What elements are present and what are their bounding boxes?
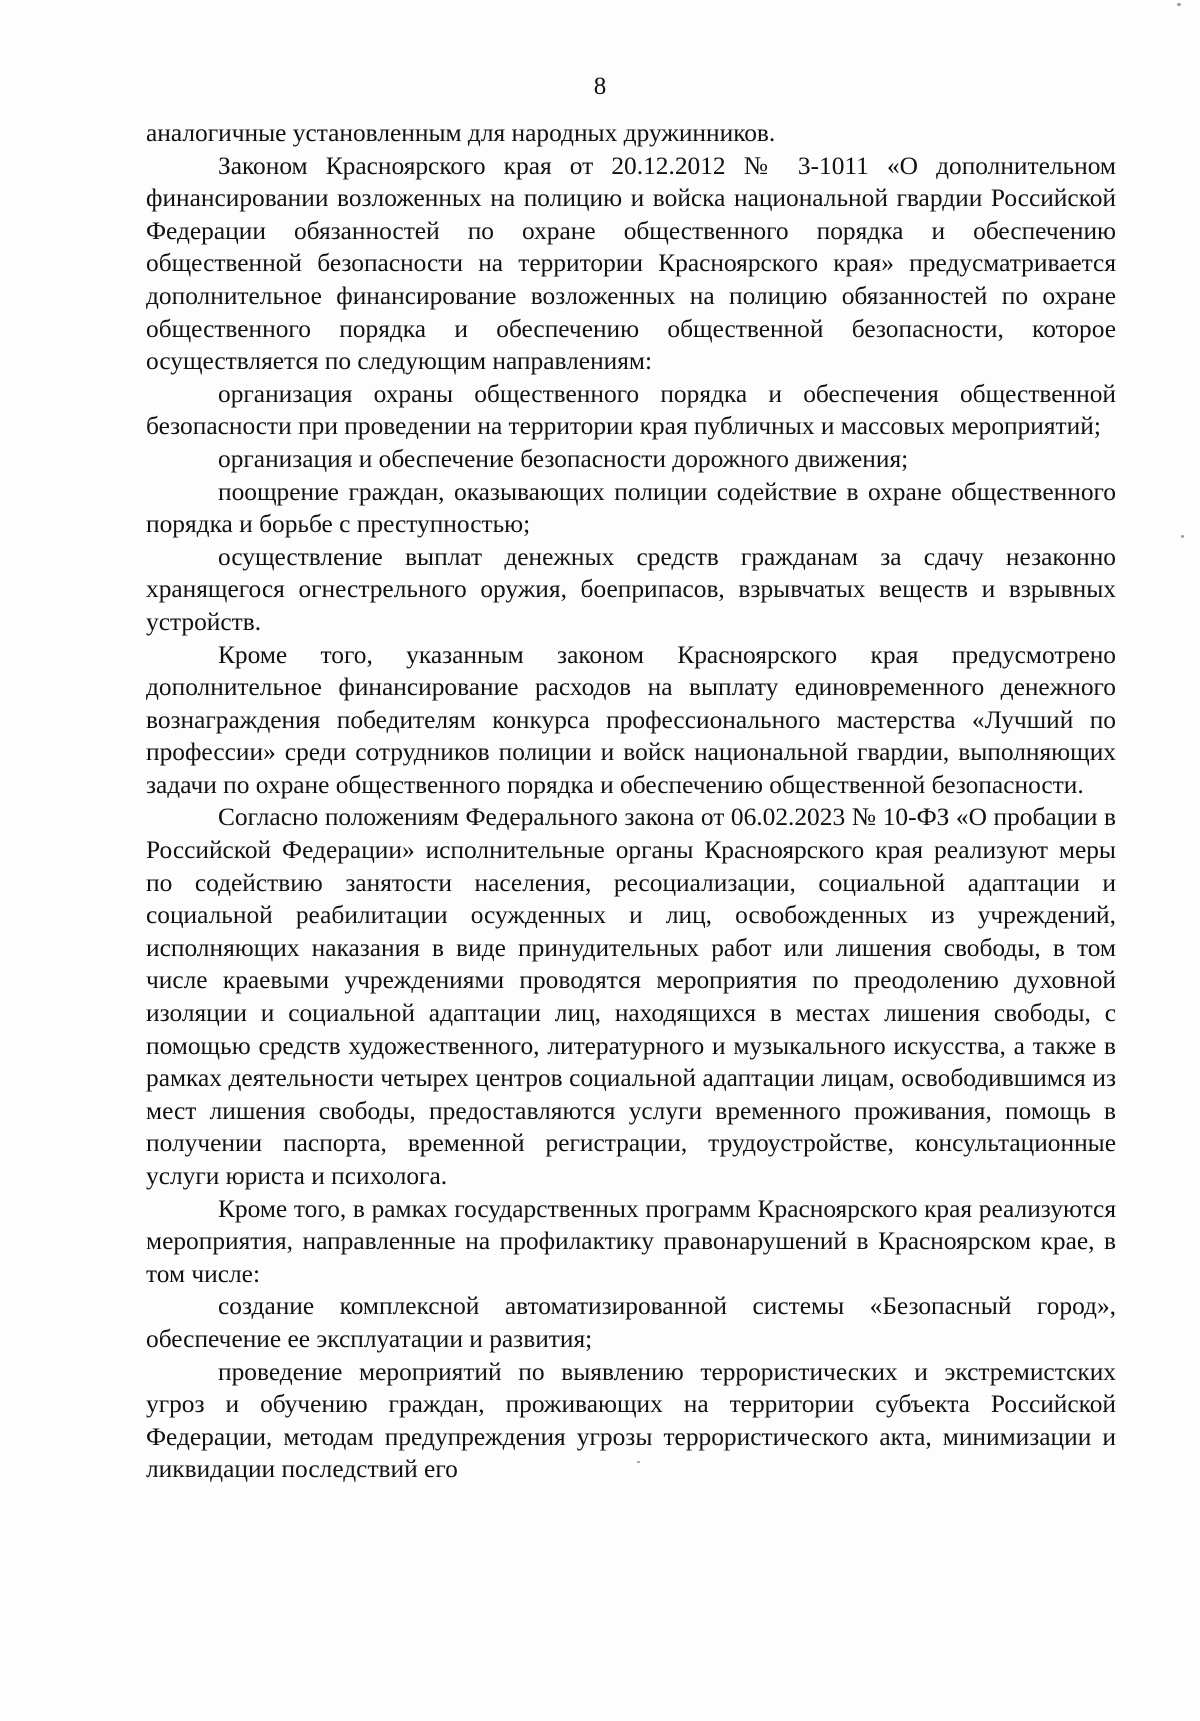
list-item-safe-city: создание комплексной автоматизированной системы «Безопасный город», обеспечение ее эксплуатации и развития; bbox=[146, 1292, 1116, 1353]
paragraph-probation-law: Согласно положениям Федерального закона от 06.02.2023 № 10-ФЗ «О пробации в Российской Федерации» исполнительные органы Красноярского края реализуют меры по содействию занятости населения, ресоциализации, социальной адаптации и социальной реабилитации осужденных и лиц, освобожденных из учреждений, исполняющих наказания в виде принудительных работ или лишения свободы, в том числе краевыми учреждениями проводятся мероприятия по преодолению духовной изоляции и социальной адаптации лиц, находящихся в местах лишения свободы, с помощью средств художественного, литературного и музыкального искусства, а также в рамках деятельности четырех центров социальной адаптации лицам, освободившимся из мест лишения свободы, предоставляются услуги временного проживания, помощь в получении паспорта, временной регистрации, трудоустройстве, консультационные услуги юриста и психолога. bbox=[146, 803, 1116, 1190]
paragraph-contest-funding: Кроме того, указанным законом Красноярского края предусмотрено дополнительное финансирование расходов на выплату единовременного денежного вознаграждения победителям конкурса профессионального мастерства «Лучший по профессии» среди сотрудников полиции и войск национальной гвардии, выполняющих задачи по охране общественного порядка и обеспечению общественной безопасности. bbox=[146, 640, 1116, 799]
paragraph-law-reference: Законом Красноярского края от 20.12.2012 № 3-1011 «О дополнительном финансировании возложенных на полицию и войска национальной гвардии Российской Федерации обязанностей по охране общественного порядка и обеспечению общественной безопасности на территории Красноярского края» предусматривается дополнительное финансирование возложенных на полицию обязанностей по охране общественного порядка и обеспечению общественной безопасности, которое осуществляется по следующим направлениям: bbox=[146, 151, 1116, 376]
paragraph-continuation: аналогичные установленным для народных дружинников. bbox=[146, 119, 776, 147]
list-item-citizen-encouragement: поощрение граждан, оказывающих полиции содействие в охране общественного порядка и борьбе с преступностью; bbox=[146, 477, 1116, 539]
list-item-weapon-payments: осуществление выплат денежных средств гражданам за сдачу незаконно хранящегося огнестрельного оружия, боеприпасов, взрывчатых веществ и взрывных устройств. bbox=[146, 542, 1116, 636]
list-item-terrorism-prevention: проведение мероприятий по выявлению террористических и экстремистских угроз и обучению граждан, проживающих на территории субъекта Российской Федерации, методам предупреждения угрозы террористического акта, минимизации и ликвидации последствий его bbox=[146, 1357, 1116, 1484]
list-item-road-safety: организация и обеспечение безопасности дорожного движения; bbox=[218, 444, 909, 473]
list-item-public-events: организация охраны общественного порядка и обеспечения общественной безопасности при проведении на территории края публичных и массовых мероприятий; bbox=[146, 379, 1116, 441]
scan-speck bbox=[1181, 535, 1184, 538]
page-number: 8 bbox=[593, 73, 607, 100]
paragraph-state-programs: Кроме того, в рамках государственных программ Красноярского края реализуются мероприятия, направленные на профилактику правонарушений в Красноярском крае, в том числе: bbox=[146, 1194, 1116, 1288]
document-body bbox=[146, 117, 1116, 1486]
scan-speck bbox=[1177, 3, 1181, 6]
scan-speck bbox=[637, 1461, 640, 1463]
